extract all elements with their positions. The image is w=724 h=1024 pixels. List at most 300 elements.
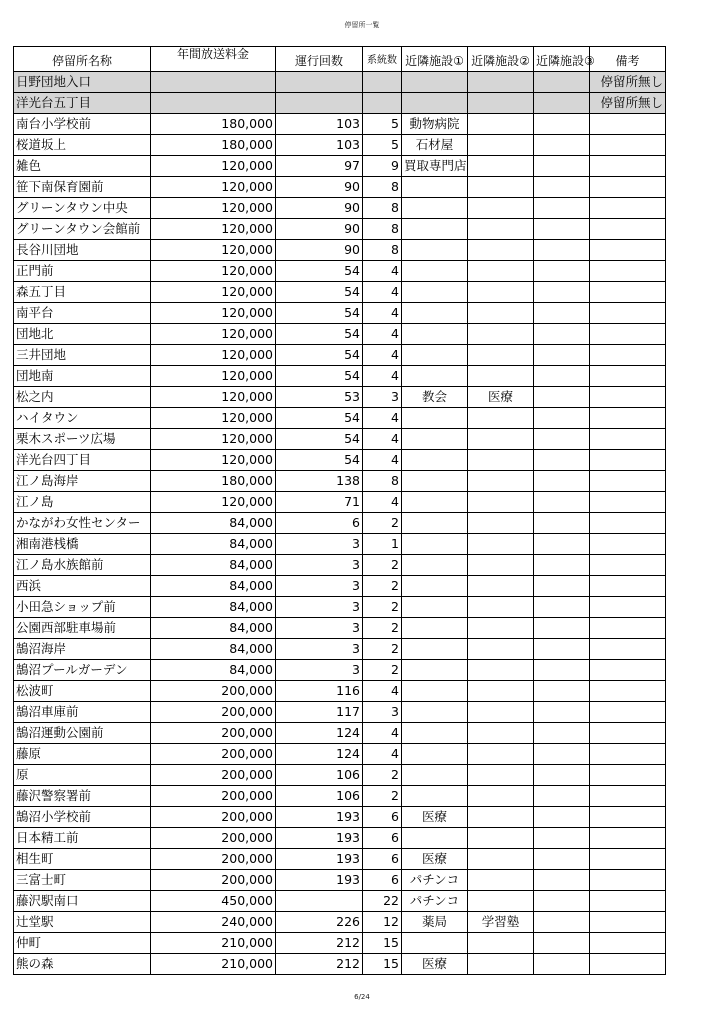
table-row (14, 891, 666, 912)
cell-runs: 124 (276, 744, 363, 765)
cell-stop-name: ハイタウン (14, 408, 151, 429)
cell-routes: 4 (363, 261, 402, 282)
cell-stop-name: 三富士町 (14, 870, 151, 891)
cell-annual-fee: 84,000 (151, 555, 276, 576)
cell-annual-fee: 84,000 (151, 660, 276, 681)
cell-annual-fee (151, 72, 276, 93)
table-row (14, 513, 666, 534)
table-row (14, 135, 666, 156)
cell-facility-2 (468, 450, 534, 471)
cell-facility-2 (468, 555, 534, 576)
table-row (14, 324, 666, 345)
cell-facility-2 (468, 807, 534, 828)
cell-notes (590, 513, 666, 534)
cell-stop-name: 笹下南保育園前 (14, 177, 151, 198)
table-row (14, 114, 666, 135)
cell-facility-3 (534, 933, 590, 954)
table-row (14, 555, 666, 576)
cell-stop-name: 桜道坂上 (14, 135, 151, 156)
cell-routes: 4 (363, 492, 402, 513)
cell-annual-fee: 120,000 (151, 282, 276, 303)
cell-stop-name: 洋光台四丁目 (14, 450, 151, 471)
cell-notes (590, 471, 666, 492)
cell-facility-1 (402, 366, 468, 387)
table-row (14, 72, 666, 93)
cell-facility-2 (468, 492, 534, 513)
table-row (14, 282, 666, 303)
cell-routes: 8 (363, 198, 402, 219)
cell-facility-1 (402, 282, 468, 303)
table-row (14, 261, 666, 282)
cell-facility-1: パチンコ (402, 870, 468, 891)
cell-stop-name: 江ノ島水族館前 (14, 555, 151, 576)
cell-routes: 4 (363, 282, 402, 303)
cell-stop-name: 三井団地 (14, 345, 151, 366)
cell-notes (590, 198, 666, 219)
cell-facility-2 (468, 345, 534, 366)
cell-routes: 22 (363, 891, 402, 912)
cell-facility-2 (468, 324, 534, 345)
cell-notes (590, 114, 666, 135)
cell-annual-fee: 200,000 (151, 849, 276, 870)
cell-stop-name: かながわ女性センター (14, 513, 151, 534)
cell-stop-name: 鵠沼車庫前 (14, 702, 151, 723)
cell-notes (590, 576, 666, 597)
cell-routes: 4 (363, 408, 402, 429)
cell-facility-2 (468, 723, 534, 744)
table-row (14, 597, 666, 618)
cell-facility-3 (534, 828, 590, 849)
cell-routes: 12 (363, 912, 402, 933)
cell-facility-1 (402, 933, 468, 954)
cell-annual-fee: 120,000 (151, 240, 276, 261)
cell-stop-name: 団地南 (14, 366, 151, 387)
cell-runs: 3 (276, 576, 363, 597)
cell-facility-2 (468, 870, 534, 891)
cell-facility-1 (402, 408, 468, 429)
cell-runs: 3 (276, 639, 363, 660)
cell-facility-1 (402, 618, 468, 639)
cell-facility-1 (402, 597, 468, 618)
cell-notes (590, 429, 666, 450)
cell-facility-2 (468, 534, 534, 555)
cell-facility-2 (468, 744, 534, 765)
cell-stop-name: 森五丁目 (14, 282, 151, 303)
cell-runs: 193 (276, 870, 363, 891)
cell-notes (590, 744, 666, 765)
cell-runs: 6 (276, 513, 363, 534)
cell-notes (590, 156, 666, 177)
cell-annual-fee: 200,000 (151, 765, 276, 786)
table-row (14, 345, 666, 366)
cell-facility-3 (534, 954, 590, 975)
cell-notes (590, 912, 666, 933)
cell-routes: 6 (363, 849, 402, 870)
cell-notes (590, 807, 666, 828)
cell-stop-name: 湘南港桟橋 (14, 534, 151, 555)
table-row (14, 765, 666, 786)
cell-annual-fee: 450,000 (151, 891, 276, 912)
cell-routes: 2 (363, 555, 402, 576)
cell-stop-name: 鵠沼運動公園前 (14, 723, 151, 744)
cell-annual-fee: 120,000 (151, 450, 276, 471)
header-annual-fee: 年間放送料金 (151, 47, 276, 72)
cell-facility-3 (534, 345, 590, 366)
cell-facility-3 (534, 156, 590, 177)
cell-facility-1 (402, 177, 468, 198)
cell-routes: 2 (363, 660, 402, 681)
cell-annual-fee: 120,000 (151, 429, 276, 450)
cell-facility-1 (402, 534, 468, 555)
cell-facility-2 (468, 240, 534, 261)
cell-stop-name: 雑色 (14, 156, 151, 177)
cell-facility-1 (402, 471, 468, 492)
page-number: 6/24 (354, 993, 370, 1001)
cell-facility-2 (468, 135, 534, 156)
cell-annual-fee: 120,000 (151, 345, 276, 366)
cell-stop-name: 日野団地入口 (14, 72, 151, 93)
cell-facility-1 (402, 639, 468, 660)
cell-notes (590, 660, 666, 681)
cell-runs: 193 (276, 828, 363, 849)
cell-stop-name: 正門前 (14, 261, 151, 282)
cell-annual-fee: 180,000 (151, 135, 276, 156)
cell-facility-2 (468, 471, 534, 492)
cell-facility-2 (468, 954, 534, 975)
cell-notes (590, 681, 666, 702)
cell-runs: 54 (276, 303, 363, 324)
cell-facility-1 (402, 702, 468, 723)
cell-facility-2 (468, 303, 534, 324)
cell-notes: 停留所無し (590, 93, 666, 114)
cell-facility-3 (534, 450, 590, 471)
cell-annual-fee: 84,000 (151, 576, 276, 597)
cell-routes: 8 (363, 219, 402, 240)
cell-facility-3 (534, 765, 590, 786)
cell-notes (590, 618, 666, 639)
cell-routes: 4 (363, 324, 402, 345)
cell-facility-3 (534, 324, 590, 345)
cell-notes (590, 303, 666, 324)
cell-runs: 54 (276, 261, 363, 282)
cell-annual-fee: 120,000 (151, 492, 276, 513)
bus-stop-table (13, 46, 666, 975)
cell-notes (590, 345, 666, 366)
cell-annual-fee: 120,000 (151, 198, 276, 219)
cell-facility-2 (468, 765, 534, 786)
cell-stop-name: 小田急ショップ前 (14, 597, 151, 618)
cell-runs: 106 (276, 765, 363, 786)
cell-routes (363, 93, 402, 114)
table-row (14, 744, 666, 765)
cell-stop-name: 公園西部駐車場前 (14, 618, 151, 639)
header-notes: 備考 (590, 47, 666, 72)
cell-stop-name: グリーンタウン中央 (14, 198, 151, 219)
cell-facility-1 (402, 303, 468, 324)
cell-annual-fee: 120,000 (151, 156, 276, 177)
cell-facility-1: 医療 (402, 807, 468, 828)
cell-annual-fee: 200,000 (151, 786, 276, 807)
cell-runs: 3 (276, 597, 363, 618)
cell-notes (590, 555, 666, 576)
cell-runs: 90 (276, 177, 363, 198)
cell-facility-3 (534, 72, 590, 93)
cell-annual-fee: 120,000 (151, 387, 276, 408)
cell-notes (590, 240, 666, 261)
table-row (14, 534, 666, 555)
cell-notes (590, 597, 666, 618)
cell-notes (590, 324, 666, 345)
cell-runs: 103 (276, 135, 363, 156)
cell-facility-1 (402, 450, 468, 471)
cell-annual-fee: 200,000 (151, 870, 276, 891)
cell-notes (590, 261, 666, 282)
cell-annual-fee: 120,000 (151, 219, 276, 240)
cell-runs: 54 (276, 429, 363, 450)
cell-routes: 3 (363, 387, 402, 408)
cell-facility-1 (402, 492, 468, 513)
cell-facility-1 (402, 681, 468, 702)
cell-facility-1: 動物病院 (402, 114, 468, 135)
cell-facility-3 (534, 114, 590, 135)
cell-notes (590, 828, 666, 849)
cell-runs: 3 (276, 618, 363, 639)
cell-annual-fee: 84,000 (151, 597, 276, 618)
cell-routes: 4 (363, 450, 402, 471)
table-row (14, 933, 666, 954)
cell-facility-3 (534, 492, 590, 513)
cell-facility-3 (534, 744, 590, 765)
cell-stop-name: 日本精工前 (14, 828, 151, 849)
table-row (14, 786, 666, 807)
cell-routes: 2 (363, 765, 402, 786)
cell-facility-3 (534, 870, 590, 891)
cell-stop-name: 鵠沼海岸 (14, 639, 151, 660)
cell-runs: 116 (276, 681, 363, 702)
cell-facility-2 (468, 429, 534, 450)
cell-stop-name: 相生町 (14, 849, 151, 870)
table-row (14, 198, 666, 219)
cell-routes: 3 (363, 702, 402, 723)
cell-notes (590, 786, 666, 807)
cell-facility-2 (468, 408, 534, 429)
cell-annual-fee: 200,000 (151, 828, 276, 849)
cell-routes: 15 (363, 933, 402, 954)
cell-notes (590, 954, 666, 975)
cell-facility-1 (402, 219, 468, 240)
table-row (14, 576, 666, 597)
cell-facility-3 (534, 786, 590, 807)
cell-stop-name: 原 (14, 765, 151, 786)
cell-notes (590, 933, 666, 954)
cell-facility-2 (468, 219, 534, 240)
table-body (14, 72, 666, 975)
cell-stop-name: 江ノ島 (14, 492, 151, 513)
cell-notes (590, 870, 666, 891)
cell-facility-1: 医療 (402, 954, 468, 975)
table-row (14, 702, 666, 723)
cell-routes: 5 (363, 135, 402, 156)
table-row (14, 870, 666, 891)
table-row (14, 723, 666, 744)
cell-annual-fee: 200,000 (151, 702, 276, 723)
cell-facility-3 (534, 618, 590, 639)
cell-stop-name: グリーンタウン会館前 (14, 219, 151, 240)
cell-notes (590, 408, 666, 429)
cell-routes: 1 (363, 534, 402, 555)
cell-facility-1 (402, 324, 468, 345)
cell-runs: 226 (276, 912, 363, 933)
cell-annual-fee: 210,000 (151, 954, 276, 975)
cell-routes: 2 (363, 786, 402, 807)
cell-routes: 9 (363, 156, 402, 177)
cell-annual-fee: 180,000 (151, 114, 276, 135)
cell-routes (363, 72, 402, 93)
cell-routes: 4 (363, 345, 402, 366)
table-row (14, 849, 666, 870)
cell-routes: 2 (363, 618, 402, 639)
cell-routes: 8 (363, 471, 402, 492)
cell-facility-2 (468, 282, 534, 303)
cell-routes: 5 (363, 114, 402, 135)
cell-stop-name: 熊の森 (14, 954, 151, 975)
cell-facility-3 (534, 597, 590, 618)
table-row (14, 492, 666, 513)
cell-facility-2 (468, 681, 534, 702)
table-row (14, 828, 666, 849)
cell-notes (590, 219, 666, 240)
cell-stop-name: 鵠沼プールガーデン (14, 660, 151, 681)
cell-runs: 3 (276, 660, 363, 681)
cell-facility-1: 石材屋 (402, 135, 468, 156)
cell-notes (590, 723, 666, 744)
cell-facility-3 (534, 723, 590, 744)
cell-stop-name: 西浜 (14, 576, 151, 597)
cell-annual-fee: 200,000 (151, 744, 276, 765)
cell-stop-name: 藤原 (14, 744, 151, 765)
cell-facility-2 (468, 177, 534, 198)
table-row (14, 429, 666, 450)
cell-facility-3 (534, 849, 590, 870)
cell-facility-1 (402, 744, 468, 765)
table-row (14, 618, 666, 639)
cell-stop-name: 仲町 (14, 933, 151, 954)
cell-facility-1 (402, 576, 468, 597)
cell-stop-name: 藤沢駅南口 (14, 891, 151, 912)
cell-annual-fee: 120,000 (151, 261, 276, 282)
cell-facility-3 (534, 681, 590, 702)
header-runs: 運行回数 (276, 47, 363, 72)
cell-runs: 103 (276, 114, 363, 135)
cell-annual-fee: 240,000 (151, 912, 276, 933)
cell-annual-fee: 210,000 (151, 933, 276, 954)
cell-facility-3 (534, 660, 590, 681)
cell-runs: 54 (276, 408, 363, 429)
cell-runs: 193 (276, 849, 363, 870)
cell-facility-2 (468, 618, 534, 639)
cell-runs: 106 (276, 786, 363, 807)
header-stop-name: 停留所名称 (14, 47, 151, 72)
table-row (14, 93, 666, 114)
cell-runs: 90 (276, 219, 363, 240)
cell-facility-1: 薬局 (402, 912, 468, 933)
cell-routes: 8 (363, 240, 402, 261)
cell-facility-1 (402, 786, 468, 807)
cell-facility-2: 医療 (468, 387, 534, 408)
cell-facility-2 (468, 702, 534, 723)
table-row (14, 912, 666, 933)
cell-routes: 6 (363, 807, 402, 828)
cell-facility-3 (534, 387, 590, 408)
table-row (14, 807, 666, 828)
cell-facility-3 (534, 198, 590, 219)
cell-facility-2 (468, 891, 534, 912)
cell-facility-2 (468, 828, 534, 849)
cell-facility-3 (534, 261, 590, 282)
cell-annual-fee: 84,000 (151, 534, 276, 555)
table-row (14, 450, 666, 471)
cell-facility-2 (468, 261, 534, 282)
cell-stop-name: 松波町 (14, 681, 151, 702)
cell-notes (590, 135, 666, 156)
cell-facility-1 (402, 345, 468, 366)
cell-facility-1: 買取専門店 (402, 156, 468, 177)
cell-notes: 停留所無し (590, 72, 666, 93)
table-row (14, 303, 666, 324)
cell-notes (590, 639, 666, 660)
header-facility-1: 近隣施設① (402, 47, 468, 72)
cell-annual-fee: 84,000 (151, 639, 276, 660)
cell-facility-3 (534, 282, 590, 303)
cell-annual-fee (151, 93, 276, 114)
table-row (14, 156, 666, 177)
cell-notes (590, 282, 666, 303)
cell-notes (590, 534, 666, 555)
cell-annual-fee: 120,000 (151, 408, 276, 429)
cell-annual-fee: 180,000 (151, 471, 276, 492)
cell-annual-fee: 200,000 (151, 681, 276, 702)
cell-facility-2 (468, 660, 534, 681)
cell-annual-fee: 84,000 (151, 618, 276, 639)
cell-routes: 4 (363, 681, 402, 702)
cell-facility-1: パチンコ (402, 891, 468, 912)
cell-annual-fee: 200,000 (151, 807, 276, 828)
cell-routes: 2 (363, 639, 402, 660)
cell-routes: 4 (363, 744, 402, 765)
cell-stop-name: 江ノ島海岸 (14, 471, 151, 492)
cell-runs: 138 (276, 471, 363, 492)
cell-routes: 15 (363, 954, 402, 975)
cell-facility-1: 教会 (402, 387, 468, 408)
cell-routes: 8 (363, 177, 402, 198)
cell-facility-1 (402, 72, 468, 93)
cell-notes (590, 891, 666, 912)
cell-runs (276, 93, 363, 114)
cell-runs: 3 (276, 534, 363, 555)
cell-facility-3 (534, 471, 590, 492)
cell-facility-3 (534, 366, 590, 387)
cell-facility-3 (534, 408, 590, 429)
cell-facility-3 (534, 135, 590, 156)
cell-facility-3 (534, 177, 590, 198)
cell-runs: 53 (276, 387, 363, 408)
cell-runs: 54 (276, 366, 363, 387)
cell-notes (590, 849, 666, 870)
cell-runs: 90 (276, 198, 363, 219)
cell-annual-fee: 120,000 (151, 303, 276, 324)
cell-facility-1 (402, 240, 468, 261)
cell-facility-1 (402, 828, 468, 849)
